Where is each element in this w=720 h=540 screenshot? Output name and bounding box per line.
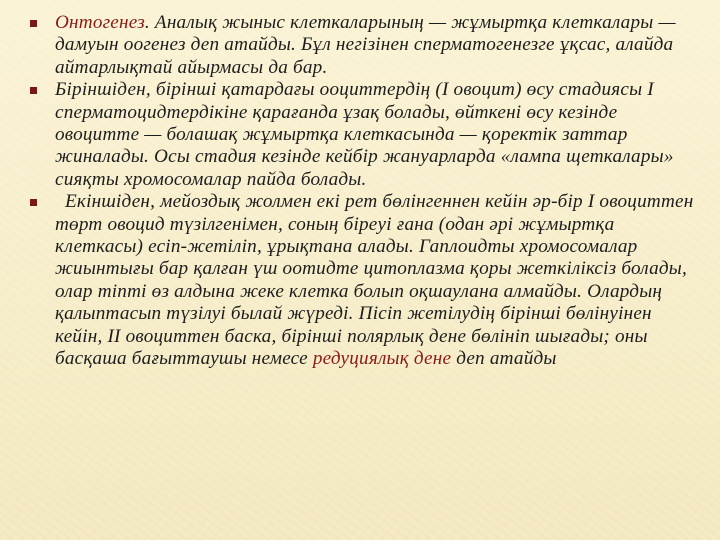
- bullet-item-ontogenesis: [30, 12, 702, 79]
- bullet-item-first: [30, 79, 702, 191]
- bullet-text-tail: деп атайды: [451, 348, 557, 370]
- term-reduction-body: редуциялық дене: [312, 348, 452, 370]
- term-ontogenesis: Онтогенез: [55, 12, 145, 33]
- square-bullet-icon: [30, 20, 37, 27]
- bullet-item-second: [30, 191, 702, 370]
- square-bullet-icon: [30, 199, 37, 206]
- bullet-text: Біріншіден, бірінші қатардағы ооциттердің (І овоцит) өсу стадиясы І сперматоцидтердікіне қарағанда ұзақ болады, өйткені өсу кезінде овоцитте — болашақ жұмыртқа клеткасында — қоректік заттар жиналады. Осы стадия кезінде кейбір жануарларда «лампа щеткалары» сияқты хромосомалар пайда болады.: [55, 79, 679, 190]
- square-bullet-icon: [30, 87, 37, 94]
- bullet-text: . Аналық жыныс клеткаларының — жұмыртқа клеткалары — дамуын оогенез деп атайды. Бұл негізінен сперматогенезге ұқсас, алайда айтарлықтай айырмасы да бар.: [55, 12, 676, 78]
- bullet-text: Екіншіден, мейоздық жолмен екі рет бөлінгеннен кейін әр-бір І овоциттен төрт овоцид түзілгенімен, соның біреуі ғана (одан әрі жұмыртқа клеткасы) есіп-жетіліп, ұрықтана алады. Гаплоидты хромосомалар жиынтығы бар қалған үш оотидте цитоплазма қоры жеткіліксіз болады, олар тіпті өз алдына жеке клетка болып оқшаулана алмайды. Олардың қалыптасып түзілуі былай жүреді. Пісіп жетілудің бірінші бөлінуінен кейін, ІІ овоциттен баска, бірінші полярлық дене бөлініп шығады; оны басқаша бағыттаушы немесе: [55, 191, 699, 370]
- bullet-list: [30, 12, 702, 371]
